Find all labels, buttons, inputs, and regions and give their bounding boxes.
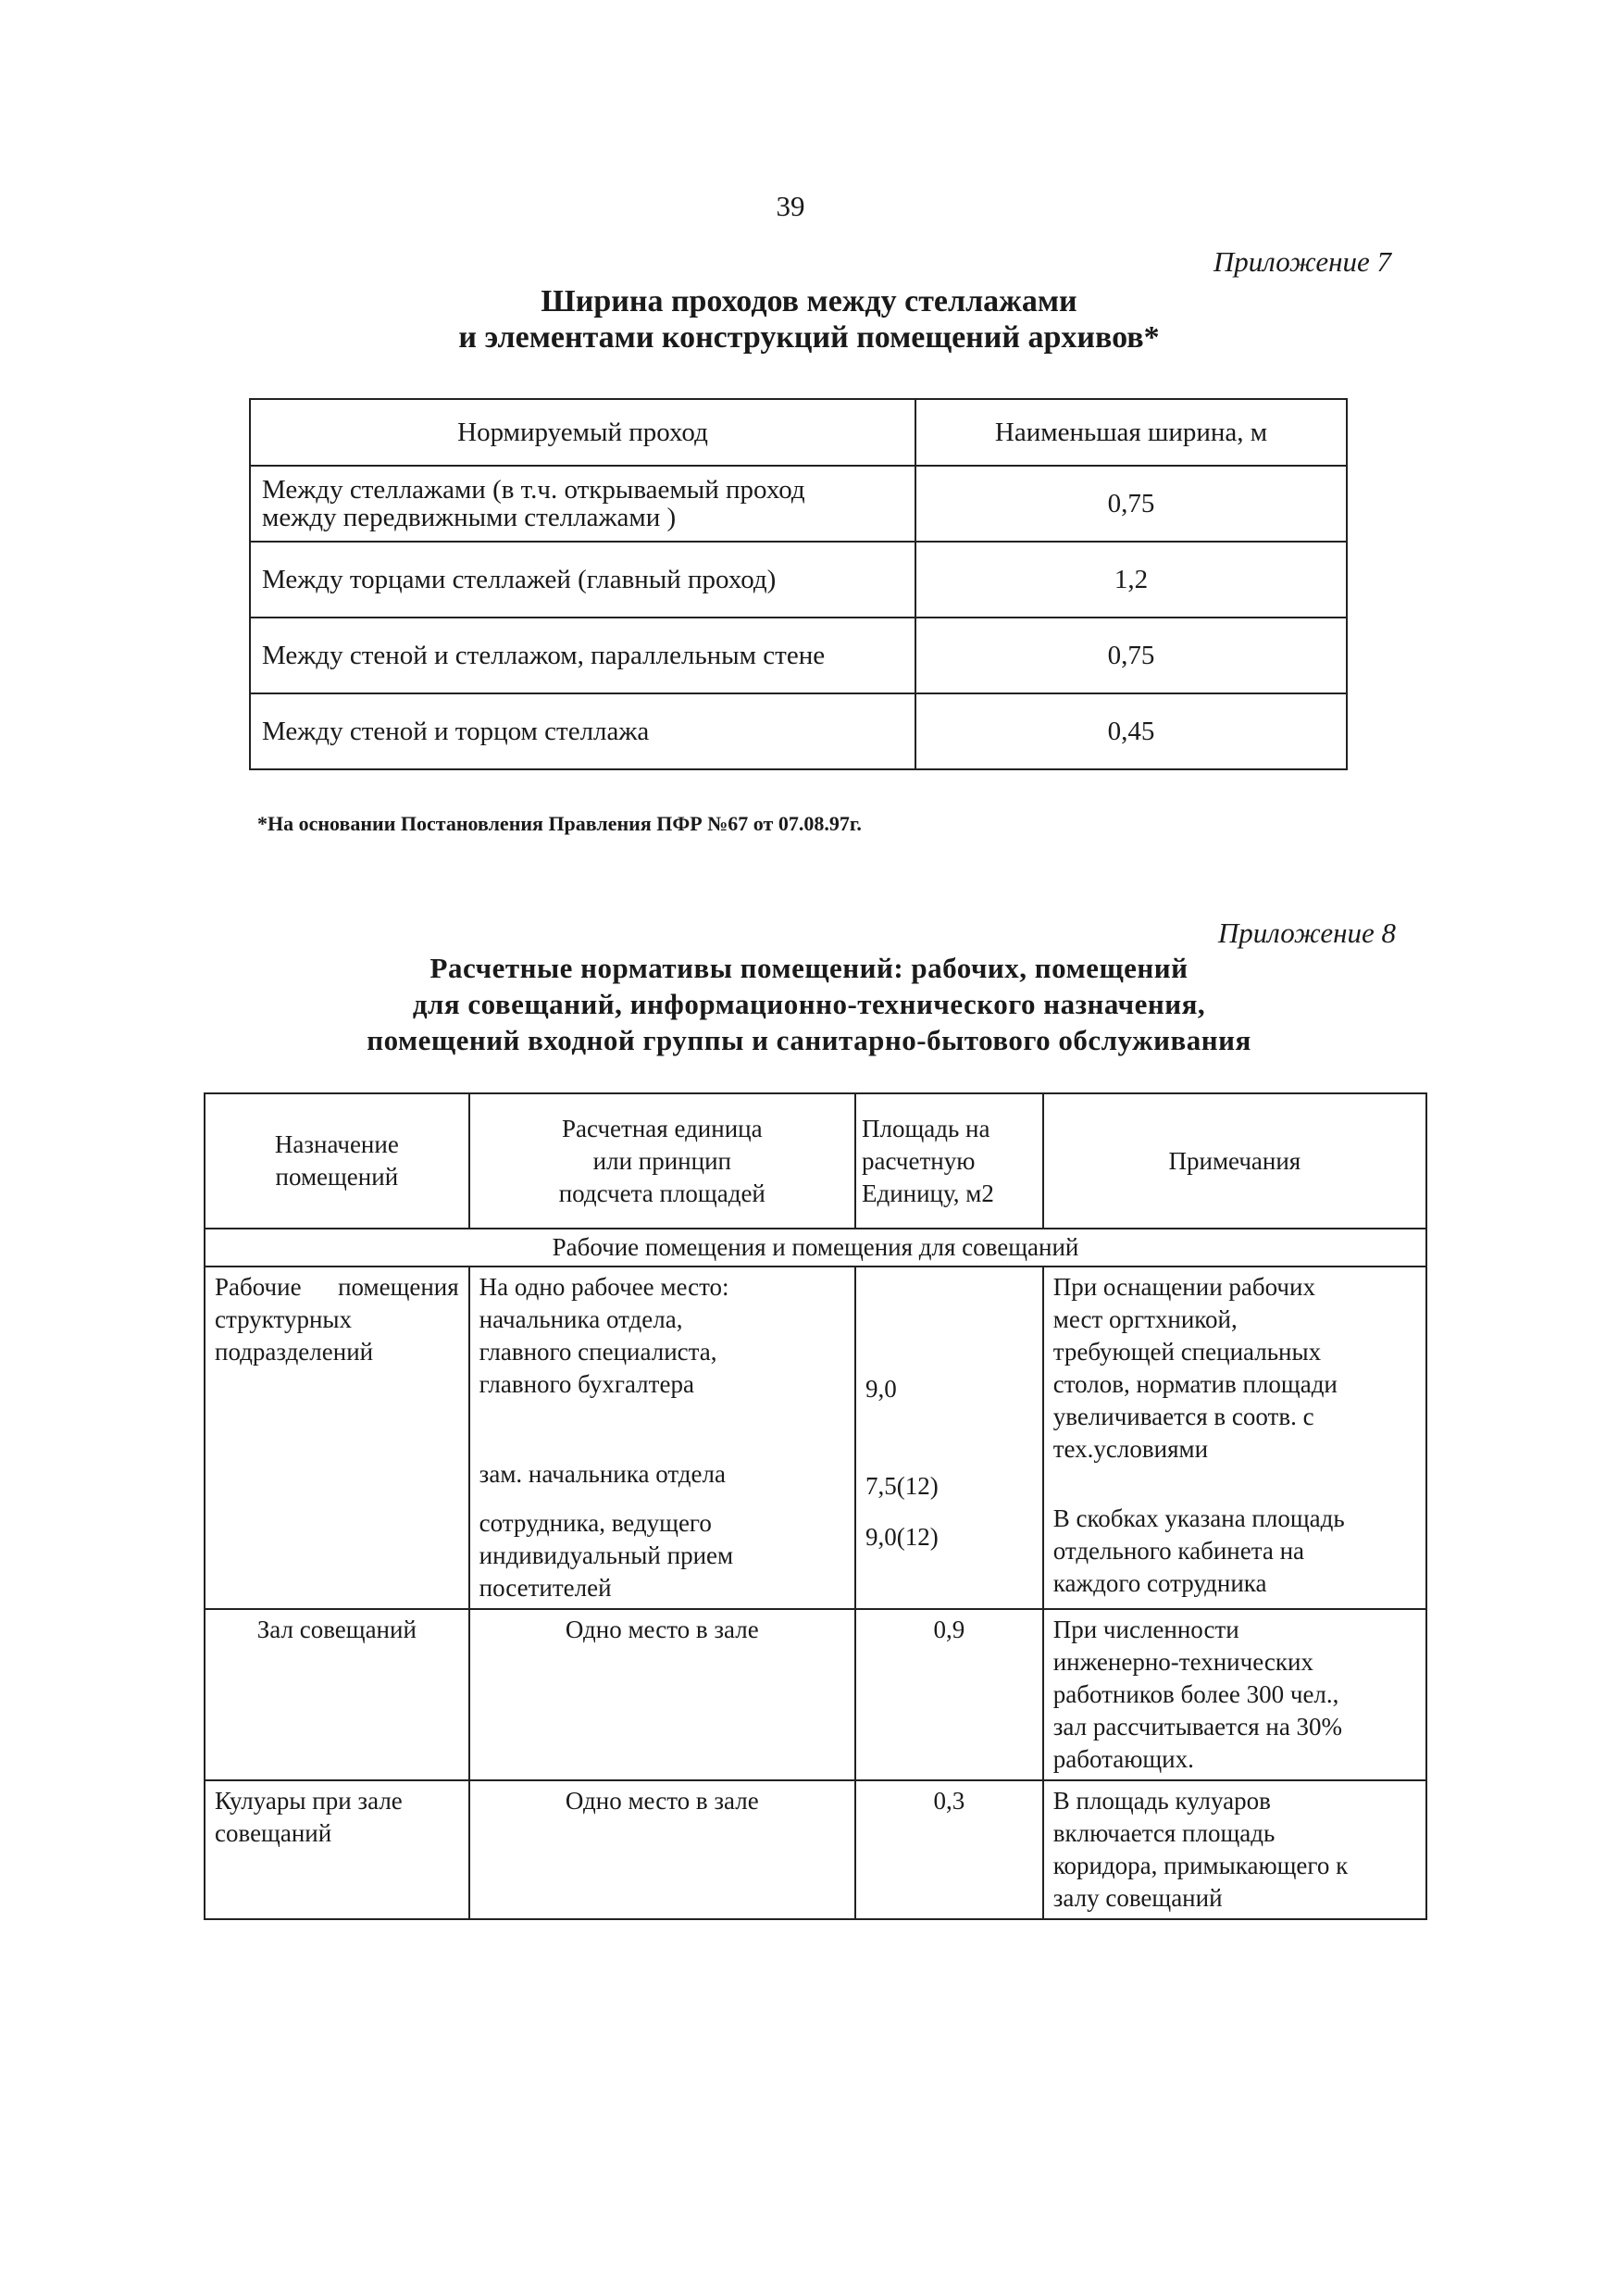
area-value: 7,5(12)	[865, 1472, 939, 1500]
title-line: и элементами конструкций помещений архивов*	[458, 320, 1160, 355]
header-line: Площадь на	[861, 1114, 990, 1142]
passage-cell: Между стеной и стеллажом, параллельным стене	[250, 618, 915, 693]
title-line: для совещаний, информационно-технического назначения,	[412, 988, 1206, 1020]
note-line: включается площадь	[1052, 1819, 1276, 1847]
appendix-8-label: Приложение 8	[1217, 917, 1396, 949]
note-line: требующей специальных	[1052, 1338, 1322, 1366]
title-line: помещений входной группы и санитарно-бытового обслуживания	[367, 1024, 1251, 1056]
header-width: Наименьшая ширина, м	[915, 399, 1347, 466]
note-line: работников более 300 чел.,	[1052, 1680, 1339, 1708]
table-row	[205, 1780, 1426, 1919]
unit-line: индивидуальный прием	[479, 1541, 734, 1569]
room-standards-table	[204, 1092, 1427, 1920]
unit-line: начальника отдела,	[479, 1305, 683, 1333]
area-cell: 0,9	[855, 1609, 1043, 1780]
table-row	[205, 1267, 1426, 1609]
header-line: Назначение	[274, 1130, 399, 1158]
unit-cell	[469, 1267, 855, 1609]
notes-cell	[1043, 1780, 1426, 1919]
table-header-row	[205, 1093, 1426, 1229]
notes-cell	[1043, 1609, 1426, 1780]
note-line: В скобках указана площадь	[1052, 1504, 1345, 1532]
unit-line: посетителей	[479, 1574, 612, 1602]
table-row	[250, 693, 1347, 769]
appendix-7-title	[0, 283, 1618, 356]
table-row	[250, 542, 1347, 618]
unit-line: зам. начальника отдела	[479, 1460, 726, 1488]
header-line: Расчетная единица	[562, 1114, 763, 1142]
purpose-line: Кулуары при зале	[215, 1787, 403, 1815]
title-line: Расчетные нормативы помещений: рабочих, помещений	[429, 952, 1189, 984]
unit-cell: Одно место в зале	[469, 1780, 855, 1919]
header-purpose	[205, 1093, 469, 1229]
page-number: 39	[776, 190, 805, 222]
unit-cell: Одно место в зале	[469, 1609, 855, 1780]
passage-cell: Между стеной и торцом стеллажа	[250, 693, 915, 769]
area-cell: 0,3	[855, 1780, 1043, 1919]
area-value: 9,0(12)	[865, 1523, 939, 1551]
purpose-cell	[205, 1780, 469, 1919]
note-line: коридора, примыкающего к	[1052, 1852, 1349, 1879]
unit-line: главного специалиста,	[479, 1338, 717, 1366]
header-passage: Нормируемый проход	[250, 399, 915, 466]
appendix-7-label: Приложение 7	[1213, 245, 1391, 278]
unit-line: сотрудника, ведущего	[479, 1509, 712, 1537]
width-cell: 1,2	[915, 542, 1347, 618]
note-line: зал рассчитывается на 30%	[1052, 1713, 1343, 1741]
width-cell: 0,45	[915, 693, 1347, 769]
passage-line: Между стеллажами (в т.ч. открываемый проход	[262, 475, 805, 505]
passage-cell	[250, 466, 915, 542]
header-line: Единицу, м2	[861, 1179, 994, 1207]
purpose-cell: Рабочие помещения структурных подразделений	[205, 1267, 469, 1609]
note-line: инженерно-технических	[1052, 1648, 1313, 1676]
width-cell: 0,75	[915, 618, 1347, 693]
section-row	[205, 1229, 1426, 1267]
note-line: тех.условиями	[1052, 1435, 1209, 1463]
header-area	[855, 1093, 1043, 1229]
purpose-cell: Зал совещаний	[205, 1609, 469, 1780]
aisle-width-table	[249, 398, 1348, 770]
footnote: *На основании Постановления Правления ПФР №67 от 07.08.97г.	[257, 812, 862, 835]
table-row	[250, 618, 1347, 693]
passage-cell: Между торцами стеллажей (главный проход)	[250, 542, 915, 618]
header-line: или принцип	[592, 1146, 731, 1175]
area-cell	[855, 1267, 1043, 1609]
note-line: При оснащении рабочих	[1052, 1273, 1315, 1301]
note-line: работающих.	[1052, 1745, 1194, 1773]
table-header-row	[250, 399, 1347, 466]
notes-cell	[1043, 1267, 1426, 1609]
header-line: расчетную	[861, 1146, 976, 1175]
note-line: увеличивается в соотв. с	[1052, 1403, 1314, 1430]
title-line: Ширина проходов между стеллажами	[541, 284, 1077, 318]
note-line: В площадь кулуаров	[1052, 1787, 1271, 1815]
note-line: мест оргтхникой,	[1052, 1305, 1238, 1333]
header-notes: Примечания	[1043, 1093, 1426, 1229]
purpose-line: совещаний	[215, 1819, 332, 1847]
unit-line: главного бухгалтера	[479, 1370, 694, 1398]
note-line: залу совещаний	[1052, 1884, 1223, 1912]
note-line: При численности	[1052, 1616, 1239, 1643]
table-row	[250, 466, 1347, 542]
header-line: подсчета площадей	[558, 1179, 765, 1207]
note-line: столов, норматив площади	[1052, 1370, 1338, 1398]
appendix-8-title	[0, 950, 1618, 1058]
width-cell: 0,75	[915, 466, 1347, 542]
note-line: отдельного кабинета на	[1052, 1537, 1305, 1565]
passage-line: между передвижными стеллажами )	[262, 503, 677, 532]
header-unit	[469, 1093, 855, 1229]
table-row	[205, 1609, 1426, 1780]
note-line: каждого сотрудника	[1052, 1569, 1267, 1597]
header-line: помещений	[275, 1163, 399, 1191]
unit-line: На одно рабочее место:	[479, 1273, 729, 1301]
section-title: Рабочие помещения и помещения для совещаний	[205, 1229, 1426, 1267]
area-value: 9,0	[865, 1375, 897, 1403]
